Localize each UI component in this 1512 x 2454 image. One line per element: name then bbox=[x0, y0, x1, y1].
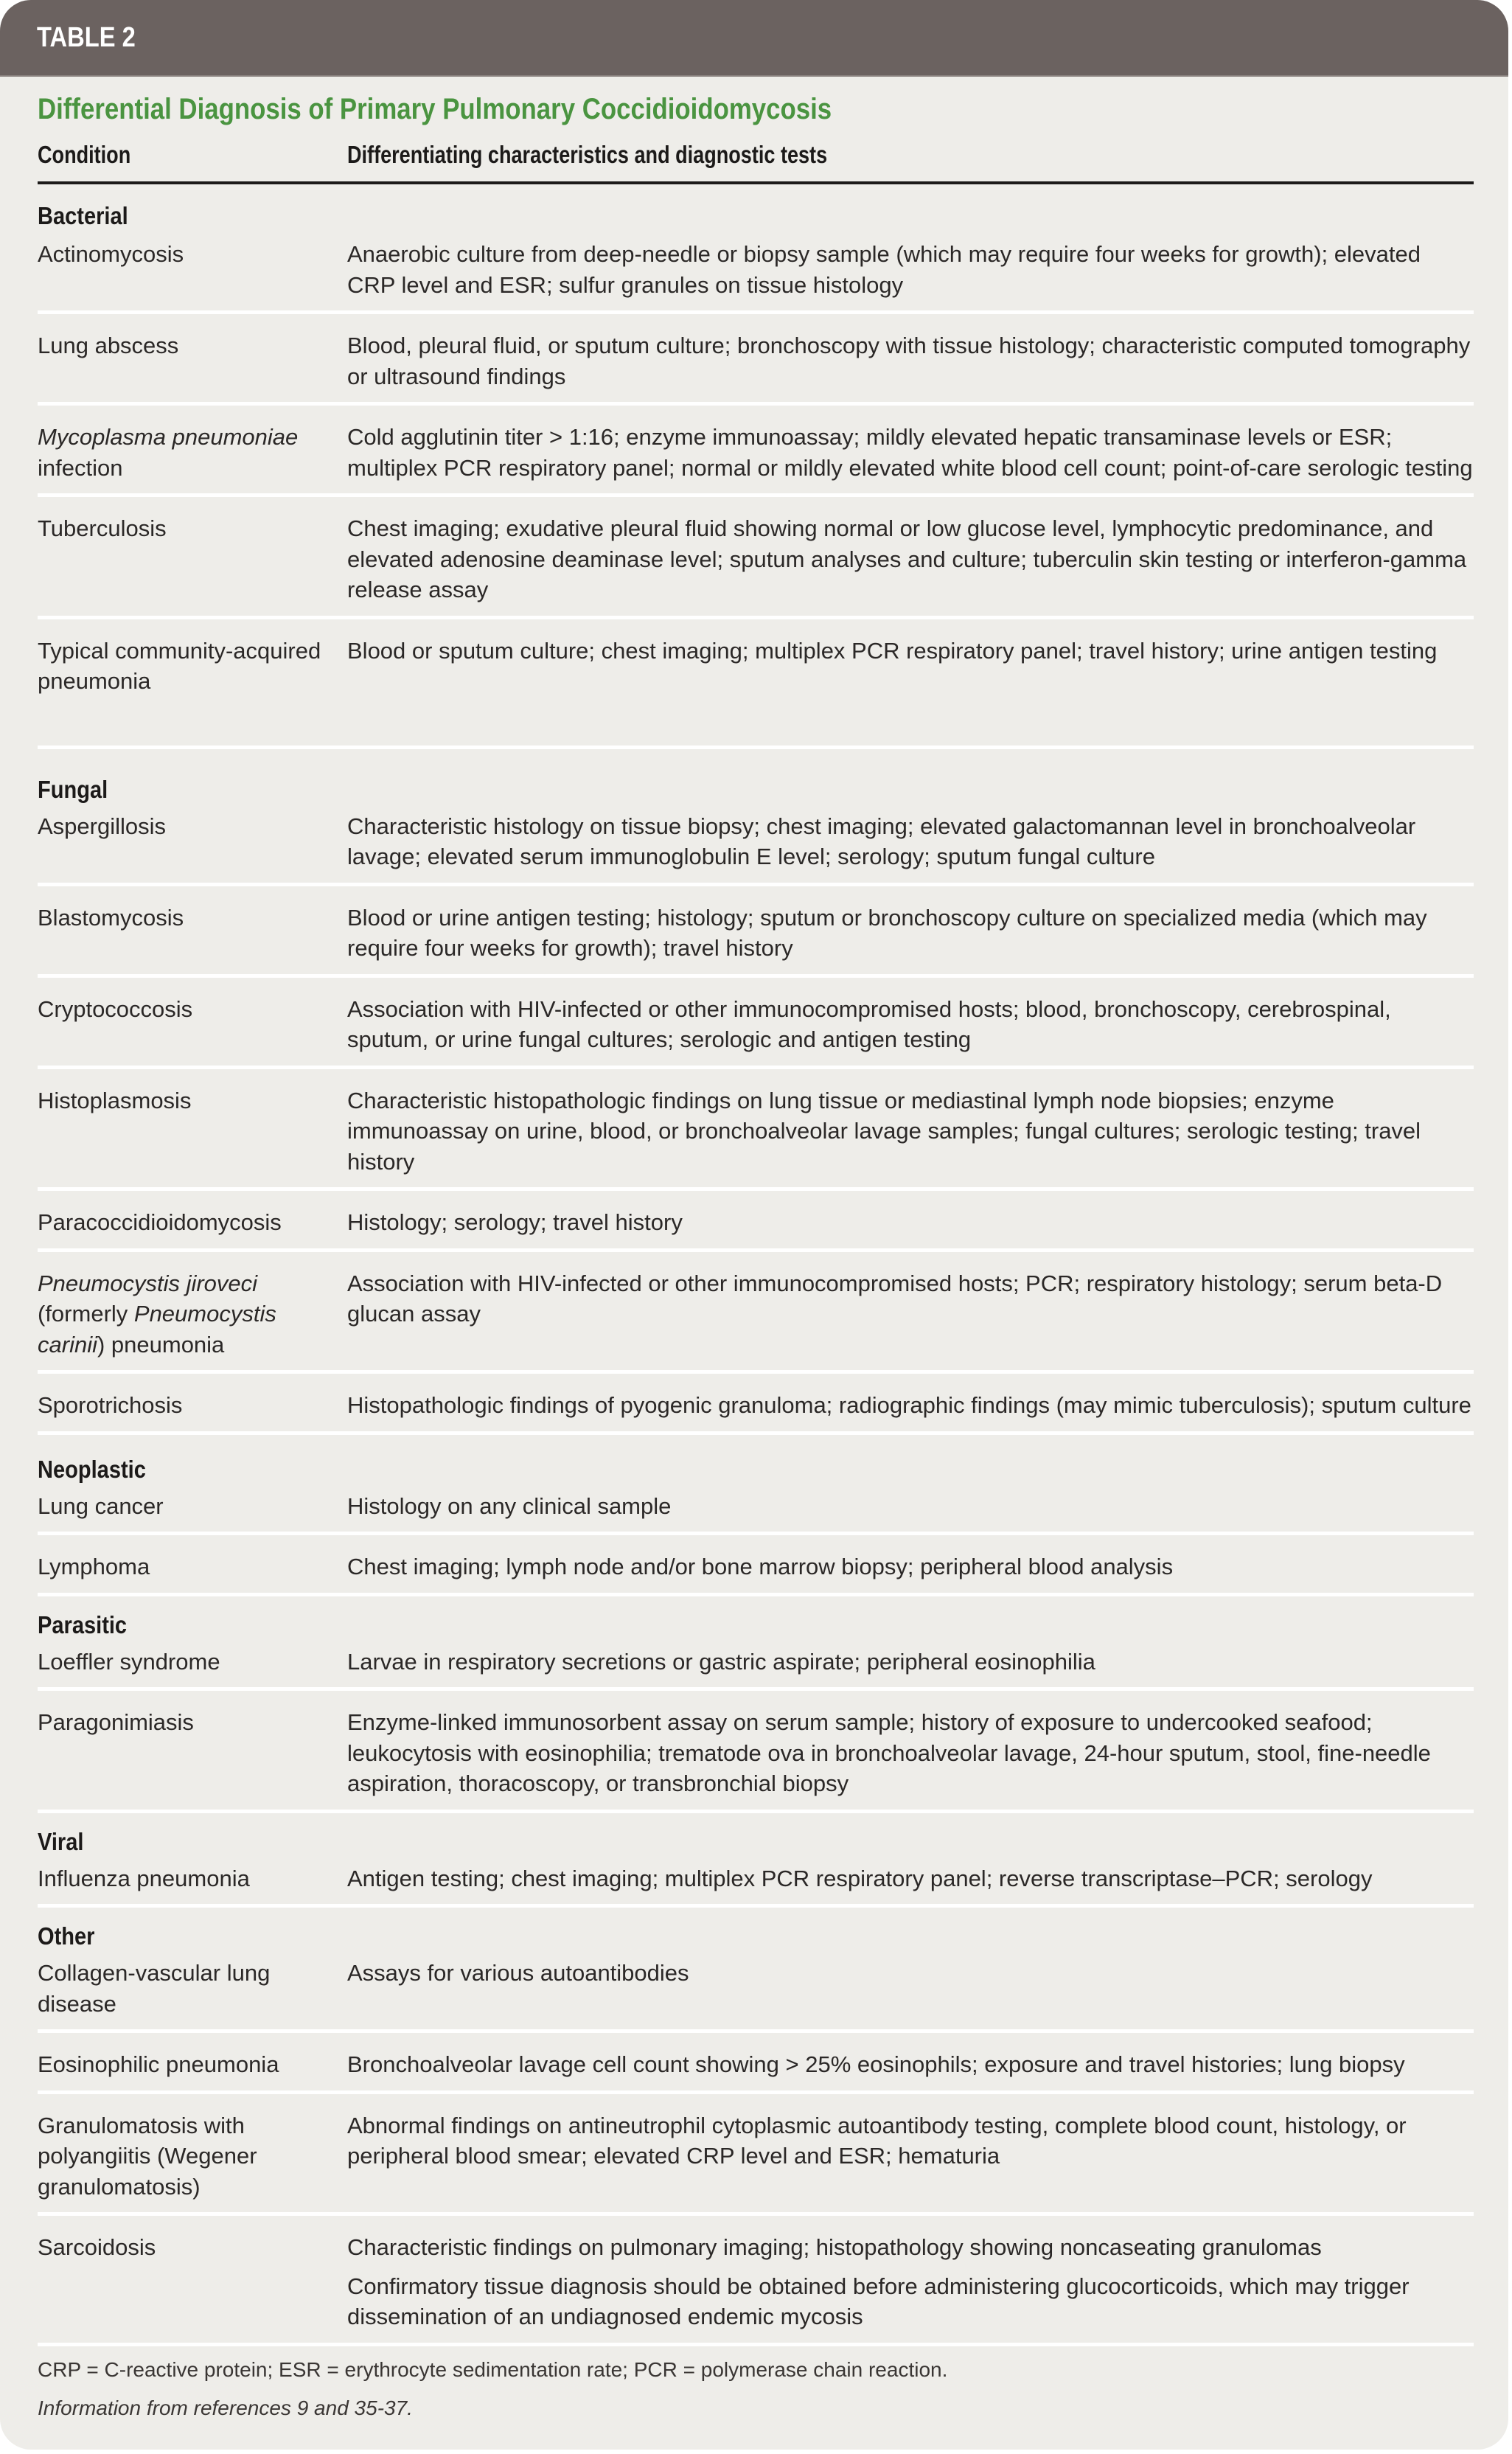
row-separator bbox=[38, 402, 1474, 406]
group-header: Viral bbox=[38, 1827, 84, 1855]
table-row bbox=[38, 1491, 1471, 1522]
characteristics-text: Confirmatory tissue diagnosis should be obtained before administering glucocorticoids, which may trigger dissemination of an undiagnosed endemic mycosis bbox=[347, 2273, 1410, 2329]
row-separator bbox=[38, 1066, 1474, 1069]
condition-cell bbox=[38, 1958, 347, 2019]
row-separator bbox=[38, 1431, 1474, 1435]
table-title: Differential Diagnosis of Primary Pulmonary Coccidioidomycosis bbox=[38, 93, 832, 125]
row-separator bbox=[38, 1593, 1474, 1596]
table-row bbox=[38, 330, 1471, 392]
characteristics-cell bbox=[347, 1085, 1474, 1178]
condition-text: Typical community-acquired pneumonia bbox=[38, 637, 321, 694]
row-separator bbox=[38, 974, 1474, 978]
characteristics-text: Chest imaging; exudative pleural fluid showing normal or low glucose level, lymphocytic predominance, and elevated adenosine deaminase level; sputum analyses and culture; tuberculin skin testing or interferon-gamma release assay bbox=[347, 515, 1467, 602]
characteristics-cell bbox=[347, 1207, 1474, 1238]
row-separator bbox=[38, 1904, 1474, 1908]
group-header: Fungal bbox=[38, 775, 108, 803]
table-row bbox=[38, 1863, 1471, 1894]
condition-text: Aspergillosis bbox=[38, 813, 167, 839]
column-header-characteristics: Differentiating characteristics and diagnostic tests bbox=[347, 141, 828, 168]
row-separator bbox=[38, 2343, 1474, 2346]
row-separator bbox=[38, 1370, 1474, 1374]
condition-text: Paracoccidioidomycosis bbox=[38, 1209, 282, 1235]
table-row bbox=[38, 1551, 1471, 1582]
characteristics-text: Histology; serology; travel history bbox=[347, 1209, 683, 1235]
condition-cell bbox=[38, 1390, 347, 1421]
characteristics-cell bbox=[347, 1647, 1474, 1678]
condition-cell bbox=[38, 330, 347, 392]
condition-cell bbox=[38, 513, 347, 605]
condition-text: Cryptococcosis bbox=[38, 995, 193, 1022]
characteristics-text: Abnormal findings on antineutrophil cytoplasmic autoantibody testing, complete blood count, histology, or peripheral blood smear; elevated CRP level and ESR; hematuria bbox=[347, 2112, 1407, 2169]
row-separator bbox=[38, 745, 1474, 749]
characteristics-text: Larvae in respiratory secretions or gastric aspirate; peripheral eosinophilia bbox=[347, 1648, 1095, 1675]
characteristics-text: Blood or urine antigen testing; histology; sputum or bronchoscopy culture on specialized media (which may require four weeks for growth); travel history bbox=[347, 904, 1427, 961]
characteristics-cell bbox=[347, 2232, 1474, 2332]
condition-cell bbox=[38, 636, 347, 697]
condition-italic-text: Pneumocystis carinii bbox=[38, 1301, 276, 1358]
condition-cell bbox=[38, 422, 347, 483]
table-row bbox=[38, 239, 1471, 300]
table-row bbox=[38, 513, 1471, 605]
row-separator bbox=[38, 2212, 1474, 2216]
table-body bbox=[38, 201, 1471, 2346]
group-header: Other bbox=[38, 1922, 95, 1950]
characteristics-cell bbox=[347, 1268, 1474, 1360]
condition-text: Sporotrichosis bbox=[38, 1392, 183, 1418]
condition-cell bbox=[38, 1085, 347, 1178]
condition-text: Blastomycosis bbox=[38, 904, 184, 931]
table-row bbox=[38, 422, 1471, 483]
condition-cell bbox=[38, 1647, 347, 1678]
characteristics-cell bbox=[347, 811, 1474, 872]
characteristics-cell bbox=[347, 1863, 1474, 1894]
characteristics-cell bbox=[347, 239, 1474, 300]
condition-text: Granulomatosis with polyangiitis (Wegener granulomatosis) bbox=[38, 2112, 257, 2200]
characteristics-cell bbox=[347, 330, 1474, 392]
footnotes bbox=[38, 2357, 1471, 2422]
condition-cell bbox=[38, 2049, 347, 2080]
characteristics-cell bbox=[347, 903, 1474, 964]
column-header-condition: Condition bbox=[38, 141, 131, 168]
characteristics-text: Characteristic histopathologic findings on lung tissue or mediastinal lymph node biopsies; enzyme immunoassay on urine, blood, or bronchoalveolar lavage samples; fungal cultures; serologic testing; travel history bbox=[347, 1087, 1421, 1175]
condition-text: Sarcoidosis bbox=[38, 2234, 156, 2260]
row-separator bbox=[38, 1248, 1474, 1252]
condition-italic-text: Pneumocystis jiroveci bbox=[38, 1270, 258, 1296]
row-separator bbox=[38, 1687, 1474, 1691]
characteristics-cell bbox=[347, 994, 1474, 1055]
table-row bbox=[38, 1958, 1471, 2019]
condition-text: Lung cancer bbox=[38, 1492, 164, 1519]
table-content bbox=[0, 93, 1508, 2422]
table-header-bar bbox=[0, 0, 1508, 77]
table-row bbox=[38, 811, 1471, 872]
row-separator bbox=[38, 1187, 1474, 1191]
condition-cell bbox=[38, 2110, 347, 2203]
characteristics-text: Blood or sputum culture; chest imaging; multiplex PCR respiratory panel; travel history; urine antigen testing bbox=[347, 637, 1438, 664]
group-header: Parasitic bbox=[38, 1610, 128, 1638]
condition-text: (formerly bbox=[38, 1301, 134, 1327]
characteristics-cell bbox=[347, 513, 1474, 605]
table-row bbox=[38, 903, 1471, 964]
characteristics-text: Association with HIV-infected or other immunocompromised hosts; blood, bronchoscopy, cerebrospinal, sputum, or urine fungal cultures; serologic and antigen testing bbox=[347, 995, 1391, 1052]
row-separator bbox=[38, 883, 1474, 886]
condition-text: Actinomycosis bbox=[38, 241, 184, 267]
table-row bbox=[38, 1085, 1471, 1178]
condition-cell bbox=[38, 1707, 347, 1799]
characteristics-cell bbox=[347, 422, 1474, 483]
row-separator bbox=[38, 2090, 1474, 2094]
condition-text: ) pneumonia bbox=[97, 1331, 225, 1358]
table-label: TABLE 2 bbox=[37, 21, 136, 53]
condition-text: Tuberculosis bbox=[38, 515, 167, 541]
characteristics-text: Enzyme-linked immunosorbent assay on serum sample; history of exposure to undercooked seafood; leukocytosis with eosinophilia; trematode ova in bronchoalveolar lavage, 24-hour sputum, stool, fine-needle aspiration, thoracoscopy, or transbronchial biopsy bbox=[347, 1709, 1431, 1796]
condition-text: Collagen-vascular lung disease bbox=[38, 1960, 271, 2017]
characteristics-cell bbox=[347, 1707, 1474, 1799]
characteristics-text: Characteristic findings on pulmonary imaging; histopathology showing noncaseating granulomas bbox=[347, 2234, 1322, 2260]
row-separator bbox=[38, 1532, 1474, 1535]
row-separator bbox=[38, 1810, 1474, 1813]
condition-cell bbox=[38, 239, 347, 300]
condition-cell bbox=[38, 1863, 347, 1894]
characteristics-text: Blood, pleural fluid, or sputum culture; bronchoscopy with tissue histology; characteristic computed tomography or ultrasound findings bbox=[347, 333, 1471, 389]
condition-cell bbox=[38, 903, 347, 964]
group-header: Bacterial bbox=[38, 202, 128, 229]
characteristics-text: Assays for various autoantibodies bbox=[347, 1960, 689, 1986]
condition-text: Histoplasmosis bbox=[38, 1087, 192, 1113]
condition-text: infection bbox=[38, 454, 123, 481]
characteristics-cell bbox=[347, 1551, 1474, 1582]
condition-text: Loeffler syndrome bbox=[38, 1648, 220, 1675]
characteristics-cell bbox=[347, 1958, 1474, 2019]
characteristics-cell bbox=[347, 2110, 1474, 2203]
table-row bbox=[38, 1268, 1471, 1360]
condition-text: Lung abscess bbox=[38, 333, 179, 358]
condition-cell bbox=[38, 994, 347, 1055]
table-row bbox=[38, 1707, 1471, 1799]
table-row bbox=[38, 1390, 1471, 1421]
condition-text: Lymphoma bbox=[38, 1554, 150, 1579]
table-row bbox=[38, 636, 1471, 697]
characteristics-text: Cold agglutinin titer > 1:16; enzyme immunoassay; mildly elevated hepatic transaminase levels or ESR; multiplex PCR respiratory panel; normal or mildly elevated white blood cell count; point-of-care serologic testing bbox=[347, 424, 1473, 481]
column-headers bbox=[38, 134, 1471, 175]
row-separator bbox=[38, 493, 1474, 497]
condition-text: Influenza pneumonia bbox=[38, 1865, 250, 1891]
characteristics-text: Antigen testing; chest imaging; multiplex PCR respiratory panel; reverse transcriptase–PCR; serology bbox=[347, 1865, 1373, 1891]
table-row bbox=[38, 2049, 1471, 2080]
condition-cell bbox=[38, 1491, 347, 1522]
table-row bbox=[38, 1207, 1471, 1238]
characteristics-cell bbox=[347, 1390, 1474, 1421]
table-row bbox=[38, 1647, 1471, 1678]
condition-cell bbox=[38, 1268, 347, 1360]
source-footnote: Information from references 9 and 35-37. bbox=[38, 2396, 413, 2419]
table-row bbox=[38, 2110, 1471, 2203]
table-row bbox=[38, 994, 1471, 1055]
abbreviations-footnote: CRP = C-reactive protein; ESR = erythrocyte sedimentation rate; PCR = polymerase chain reaction. bbox=[38, 2357, 948, 2381]
table-row bbox=[38, 2232, 1471, 2332]
header-rule bbox=[38, 181, 1474, 184]
characteristics-text: Histopathologic findings of pyogenic granuloma; radiographic findings (may mimic tuberculosis); sputum culture bbox=[347, 1392, 1471, 1418]
group-header: Neoplastic bbox=[38, 1455, 146, 1483]
characteristics-cell bbox=[347, 1491, 1474, 1522]
characteristics-text: Bronchoalveolar lavage cell count showing > 25% eosinophils; exposure and travel histories; lung biopsy bbox=[347, 2051, 1405, 2077]
condition-italic-text: Mycoplasma pneumoniae bbox=[38, 424, 299, 450]
characteristics-text: Association with HIV-infected or other immunocompromised hosts; PCR; respiratory histology; serum beta-D glucan assay bbox=[347, 1270, 1443, 1327]
characteristics-cell bbox=[347, 636, 1474, 697]
condition-text: Paragonimiasis bbox=[38, 1709, 194, 1735]
characteristics-text: Histology on any clinical sample bbox=[347, 1492, 672, 1519]
characteristics-text: Chest imaging; lymph node and/or bone marrow biopsy; peripheral blood analysis bbox=[347, 1554, 1174, 1579]
characteristics-cell bbox=[347, 2049, 1474, 2080]
characteristics-text: Characteristic histology on tissue biopsy; chest imaging; elevated galactomannan level in bronchoalveolar lavage; elevated serum immunoglobulin E level; serology; sputum fungal culture bbox=[347, 813, 1416, 869]
characteristics-text: Anaerobic culture from deep-needle or biopsy sample (which may require four weeks for growth); elevated CRP level and ESR; sulfur granules on tissue histology bbox=[347, 241, 1421, 298]
row-separator bbox=[38, 616, 1474, 619]
condition-text: Eosinophilic pneumonia bbox=[38, 2051, 279, 2077]
condition-cell bbox=[38, 811, 347, 872]
condition-cell bbox=[38, 1551, 347, 1582]
row-separator bbox=[38, 2029, 1474, 2033]
row-separator bbox=[38, 310, 1474, 314]
condition-cell bbox=[38, 2232, 347, 2332]
condition-cell bbox=[38, 1207, 347, 1238]
